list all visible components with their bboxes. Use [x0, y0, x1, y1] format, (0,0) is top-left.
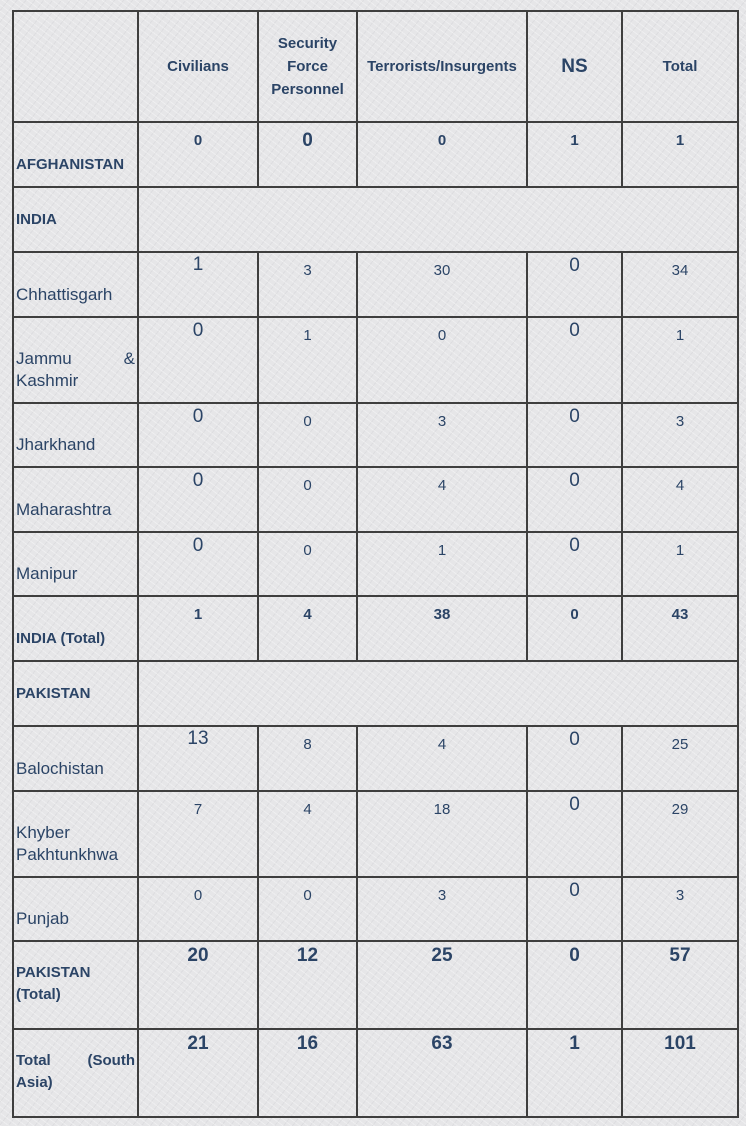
table-row: [13, 791, 738, 877]
row-label-word-ampersand: &: [123, 349, 135, 368]
cell-ns: 0: [527, 941, 622, 1029]
cell-civilians: 0: [138, 122, 258, 187]
cell-terrorists: 0: [357, 317, 527, 403]
table-row: [13, 877, 738, 941]
cell-ns: 0: [527, 726, 622, 791]
cell-terrorists: 1: [357, 532, 527, 596]
cell-civilians: 0: [138, 467, 258, 532]
row-label: Manipur: [13, 532, 138, 596]
table-row-south-asia-total: [13, 1029, 738, 1117]
cell-ns: 0: [527, 877, 622, 941]
cell-civilians: 13: [138, 726, 258, 791]
row-label: [13, 941, 138, 1029]
cell-civilians: 0: [138, 317, 258, 403]
cell-terrorists: 3: [357, 877, 527, 941]
table-row-india-total: [13, 596, 738, 661]
cell-total: 101: [622, 1029, 738, 1117]
table-row-pakistan-heading: [13, 661, 738, 726]
cell-ns: 0: [527, 403, 622, 467]
cell-ns: 0: [527, 791, 622, 877]
cell-security: 0: [258, 532, 357, 596]
header-total: Total: [622, 11, 738, 122]
row-label-line2: Asia): [16, 1074, 53, 1091]
cell-ns: 0: [527, 467, 622, 532]
cell-total: 1: [622, 317, 738, 403]
section-heading-spacer: [138, 661, 738, 726]
row-label: [13, 317, 138, 403]
cell-ns: 0: [527, 252, 622, 317]
cell-civilians: 1: [138, 252, 258, 317]
cell-total: 57: [622, 941, 738, 1029]
cell-ns: 0: [527, 317, 622, 403]
cell-security: 0: [258, 403, 357, 467]
section-heading-pakistan: PAKISTAN: [13, 661, 138, 726]
row-label-line2: Pakhtunkhwa: [16, 845, 119, 864]
row-label-line1: [16, 348, 135, 370]
cell-ns: 0: [527, 596, 622, 661]
cell-terrorists: 18: [357, 791, 527, 877]
cell-total: 34: [622, 252, 738, 317]
cell-terrorists: 3: [357, 403, 527, 467]
cell-total: 1: [622, 532, 738, 596]
cell-security: 0: [258, 877, 357, 941]
cell-security: 12: [258, 941, 357, 1029]
cell-civilians: 7: [138, 791, 258, 877]
header-terrorists: Terrorists/Insurgents: [357, 11, 527, 122]
cell-total: 43: [622, 596, 738, 661]
row-label-word-total: Total: [16, 1052, 51, 1069]
row-label-line1: [16, 1050, 135, 1072]
cell-total: 29: [622, 791, 738, 877]
header-security-force: [258, 11, 357, 122]
header-ns: NS: [527, 11, 622, 122]
cell-terrorists: 38: [357, 596, 527, 661]
row-label: Chhattisgarh: [13, 252, 138, 317]
cell-security: 4: [258, 596, 357, 661]
header-security-line1: Security: [277, 35, 338, 52]
cell-terrorists: 4: [357, 467, 527, 532]
cell-ns: 1: [527, 122, 622, 187]
header-security-line3: Personnel: [271, 81, 344, 98]
header-row: [13, 11, 738, 122]
cell-ns: 0: [527, 532, 622, 596]
cell-civilians: 21: [138, 1029, 258, 1117]
header-civilians: Civilians: [138, 11, 258, 122]
table-row: [13, 403, 738, 467]
section-heading-spacer: [138, 187, 738, 252]
table-row-pakistan-total: [13, 941, 738, 1029]
table-row: [13, 532, 738, 596]
cell-security: 3: [258, 252, 357, 317]
row-label: INDIA (Total): [13, 596, 138, 661]
cell-security: 0: [258, 122, 357, 187]
cell-terrorists: 63: [357, 1029, 527, 1117]
cell-total: 1: [622, 122, 738, 187]
cell-terrorists: 25: [357, 941, 527, 1029]
table-row: [13, 467, 738, 532]
cell-security: 16: [258, 1029, 357, 1117]
header-region: [13, 11, 138, 122]
cell-terrorists: 30: [357, 252, 527, 317]
row-label: Balochistan: [13, 726, 138, 791]
cell-total: 25: [622, 726, 738, 791]
cell-civilians: 0: [138, 877, 258, 941]
cell-security: 0: [258, 467, 357, 532]
table-row: [13, 317, 738, 403]
cell-civilians: 20: [138, 941, 258, 1029]
cell-total: 4: [622, 467, 738, 532]
row-label: Punjab: [13, 877, 138, 941]
section-heading-india: INDIA: [13, 187, 138, 252]
row-label-line1: PAKISTAN: [16, 964, 91, 981]
row-label-line2: Kashmir: [16, 371, 79, 390]
row-label-word-south: (South: [87, 1052, 135, 1069]
row-label-line1: Khyber: [16, 823, 70, 842]
table-row: [13, 726, 738, 791]
cell-total: 3: [622, 877, 738, 941]
row-label: [13, 1029, 138, 1117]
cell-civilians: 0: [138, 532, 258, 596]
row-label: Jharkhand: [13, 403, 138, 467]
row-label: [13, 791, 138, 877]
row-label-line2: (Total): [16, 986, 61, 1003]
fatalities-table: [12, 10, 739, 1118]
table-row: [13, 252, 738, 317]
cell-security: 1: [258, 317, 357, 403]
cell-security: 4: [258, 791, 357, 877]
cell-security: 8: [258, 726, 357, 791]
header-security-line2: Force: [287, 58, 328, 75]
cell-terrorists: 4: [357, 726, 527, 791]
table-row-india-heading: [13, 187, 738, 252]
cell-civilians: 1: [138, 596, 258, 661]
cell-civilians: 0: [138, 403, 258, 467]
row-label: Maharashtra: [13, 467, 138, 532]
cell-terrorists: 0: [357, 122, 527, 187]
row-label-word-jammu: Jammu: [16, 349, 72, 368]
cell-ns: 1: [527, 1029, 622, 1117]
table-row-afghanistan: [13, 122, 738, 187]
row-label: AFGHANISTAN: [13, 122, 138, 187]
cell-total: 3: [622, 403, 738, 467]
